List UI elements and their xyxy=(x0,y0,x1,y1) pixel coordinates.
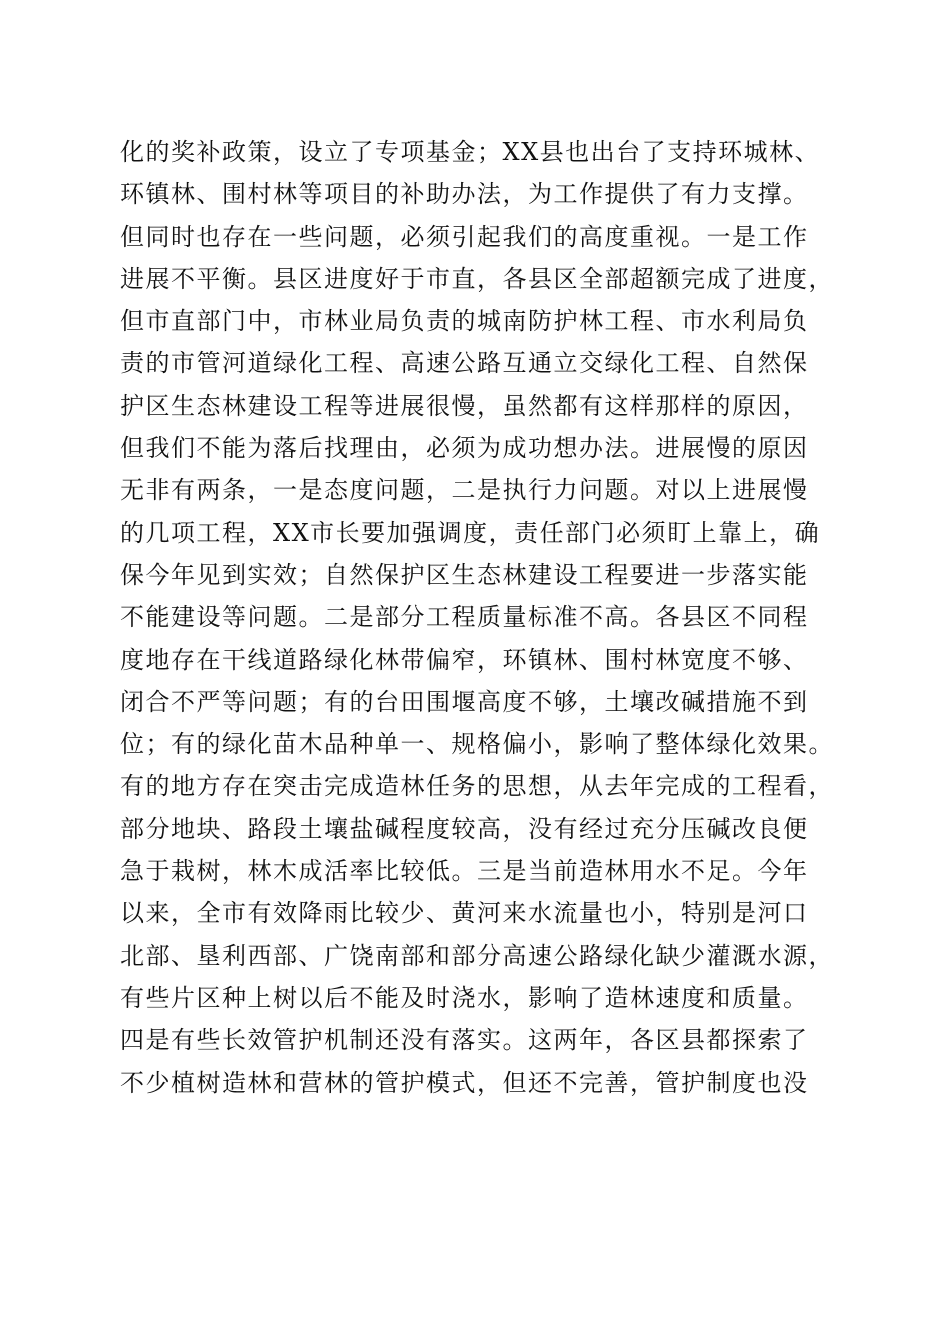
text-line: 无非有两条，一是态度问题，二是执行力问题。对以上进展慢 xyxy=(120,476,809,505)
text-line: 保今年见到实效；自然保护区生态林建设工程要进一步落实能 xyxy=(120,560,809,589)
text-line: 环镇林、围村林等项目的补助办法，为工作提供了有力支撑。 xyxy=(120,180,809,209)
text-line: 北部、垦利西部、广饶南部和部分高速公路绿化缺少灌溉水源， xyxy=(120,941,834,970)
text-line: 度地存在干线道路绿化林带偏窄，环镇林、围村林宽度不够、 xyxy=(120,645,809,674)
text-line: 有些片区种上树以后不能及时浇水，影响了造林速度和质量。 xyxy=(120,983,809,1012)
text-line: 不少植树造林和营林的管护模式，但还不完善，管护制度也没 xyxy=(120,1068,809,1097)
text-line: 闭合不严等问题；有的台田围堰高度不够，土壤改碱措施不到 xyxy=(120,687,809,716)
text-line: 化的奖补政策，设立了专项基金；XX县也出台了支持环城林、 xyxy=(120,138,821,166)
text-line: 有的地方存在突击完成造林任务的思想，从去年完成的工程看， xyxy=(120,772,834,801)
text-line: 但同时也存在一些问题，必须引起我们的高度重视。一是工作 xyxy=(120,222,809,251)
text-line: 四是有些长效管护机制还没有落实。这两年，各区县都探索了 xyxy=(120,1026,809,1055)
text-line: 部分地块、路段土壤盐碱程度较高，没有经过充分压碱改良便 xyxy=(120,814,809,843)
body-text xyxy=(120,131,860,1104)
text-line: 护区生态林建设工程等进展很慢，虽然都有这样那样的原因， xyxy=(120,391,809,420)
text-line: 但市直部门中，市林业局负责的城南防护林工程、市水利局负 xyxy=(120,307,809,336)
text-line: 急于栽树，林木成活率比较低。三是当前造林用水不足。今年 xyxy=(120,857,809,886)
text-line: 不能建设等问题。二是部分工程质量标准不高。各县区不同程 xyxy=(120,603,809,632)
text-line: 但我们不能为落后找理由，必须为成功想办法。进展慢的原因 xyxy=(120,434,809,463)
text-line: 进展不平衡。县区进度好于市直，各县区全部超额完成了进度， xyxy=(120,264,834,293)
text-line: 的几项工程，XX市长要加强调度，责任部门必须盯上靠上，确 xyxy=(120,518,821,547)
text-line: 位；有的绿化苗木品种单一、规格偏小，影响了整体绿化效果。 xyxy=(120,730,834,759)
text-line: 以来，全市有效降雨比较少、黄河来水流量也小，特别是河口 xyxy=(120,899,809,928)
text-line: 责的市管河道绿化工程、高速公路互通立交绿化工程、自然保 xyxy=(120,349,809,378)
